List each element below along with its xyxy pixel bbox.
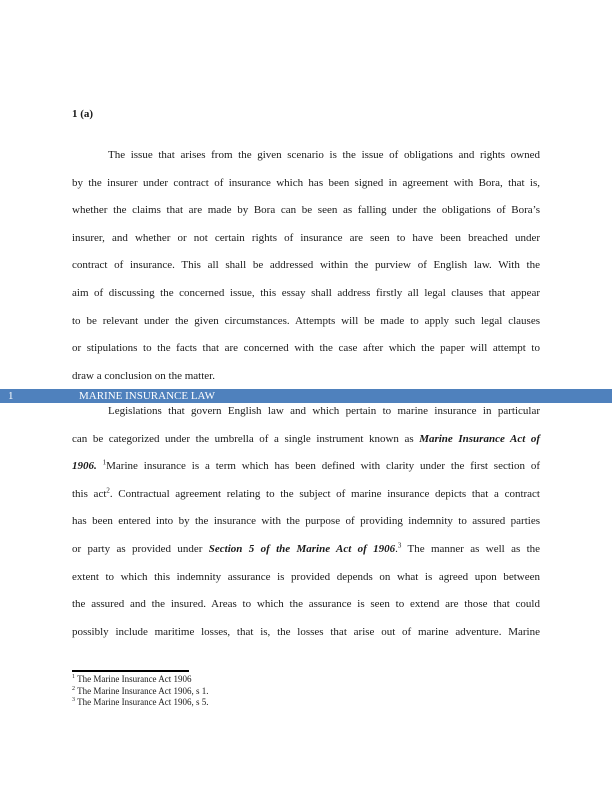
section-heading: 1 (a) xyxy=(72,108,94,120)
text-line: has been entered into by the insurance with the purpose of providing indemnity to assured parties xyxy=(72,515,540,528)
footnote-ref[interactable]: 1 xyxy=(102,458,107,467)
text-run: Marine insurance is a term which has been defined with clarity under the first section of xyxy=(106,460,540,473)
text-line: insurer, and whether or not certain rights of insurance are seen to have been breached under xyxy=(72,231,540,244)
text-line: possibly include maritime losses, that is, the losses that arise out of marine adventure. Marine xyxy=(72,625,540,638)
footnote-text: The Marine Insurance Act 1906, s 5. xyxy=(77,697,209,707)
text-line: the assured and the insured. Areas to which the assurance is seen to extend are those that could xyxy=(72,598,540,611)
section-reference: Section 5 of the Marine Act of 1906 xyxy=(208,542,396,555)
text-line: aim of discussing the concerned issue, this essay shall address firstly all legal clauses that appear xyxy=(72,286,540,299)
footnote-number: 2 xyxy=(72,685,75,692)
section-title: MARINE INSURANCE LAW xyxy=(79,390,216,402)
footnote-text: The Marine Insurance Act 1906 xyxy=(77,674,192,684)
paragraph-marine-insurance xyxy=(72,403,540,651)
section-number: 1 xyxy=(8,390,14,402)
footnote-ref[interactable]: 2 xyxy=(106,486,110,495)
text-line xyxy=(72,486,540,514)
text-line xyxy=(72,541,540,569)
footnote xyxy=(72,686,209,698)
text-line: or stipulations to the facts that are concerned with the case after which the paper will attempt to xyxy=(72,342,540,355)
text-line: contract of insurance. This all shall be addressed within the purview of English law. With the xyxy=(72,259,540,272)
footnote-number: 3 xyxy=(72,697,75,703)
text-run: The manner as well as the xyxy=(401,542,541,555)
text-run: can be categorized under the umbrella of a single instrument known as xyxy=(72,432,420,445)
footnote xyxy=(72,697,209,709)
act-title: Marine Insurance Act of xyxy=(419,432,540,445)
text-line: to be relevant under the given circumstances. Attempts will be made to apply such legal clauses xyxy=(72,314,540,327)
text-line: Legislations that govern English law and which pertain to marine insurance in particular xyxy=(108,405,540,417)
paragraph-intro xyxy=(72,147,540,395)
footnote-separator xyxy=(72,670,189,672)
section-band xyxy=(0,389,612,403)
text-run: this act xyxy=(72,487,107,500)
text-line xyxy=(72,431,540,459)
footnote-text: The Marine Insurance Act 1906, s 1. xyxy=(77,685,209,696)
text-line: The issue that arises from the given scenario is the issue of obligations and rights owned xyxy=(108,149,540,161)
text-line: draw a conclusion on the matter. xyxy=(72,369,215,382)
text-run: . xyxy=(395,542,398,555)
text-line: by the insurer under contract of insurance which has been signed in agreement with Bora, that is, xyxy=(72,176,540,189)
footnotes xyxy=(72,674,209,709)
text-line xyxy=(72,458,540,486)
text-line: whether the claims that are made by Bora can be seen as falling under the obligations of Bora’s xyxy=(72,204,540,217)
footnote xyxy=(72,674,209,686)
footnote-ref[interactable]: 3 xyxy=(397,541,402,550)
act-year: 1906. xyxy=(72,460,97,473)
text-run: or party as provided under xyxy=(72,542,209,555)
text-line: extent to which this indemnity assurance is provided depends on what is agreed upon between xyxy=(72,570,540,583)
text-run: . Contractual agreement relating to the subject of marine insurance depicts that a contract xyxy=(109,487,540,500)
footnote-number: 1 xyxy=(72,674,75,680)
